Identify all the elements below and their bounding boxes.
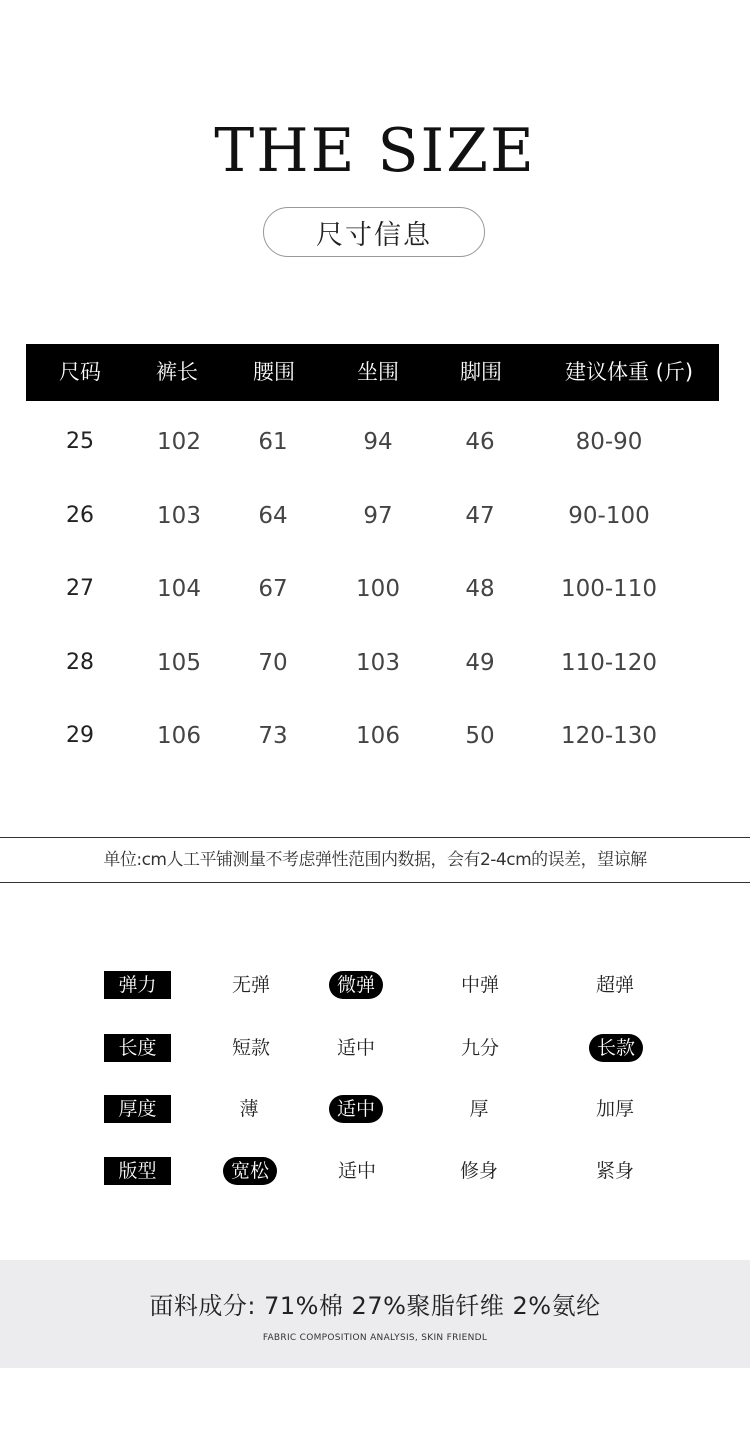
table-cell: 48: [465, 576, 495, 602]
table-row: [0, 716, 750, 756]
attribute-option: 九分: [460, 1037, 500, 1059]
table-cell: 110-120: [560, 650, 658, 676]
table-cell: 103: [356, 650, 400, 676]
table-cell: 100: [356, 576, 400, 602]
table-cell: 61: [258, 429, 288, 455]
table-row: [0, 569, 750, 609]
table-cell: 26: [66, 503, 94, 528]
table-cell: 28: [66, 650, 94, 675]
header-weight: 建议体重 (斤): [564, 360, 694, 384]
attribute-option-selected: 长款: [589, 1034, 643, 1062]
table-cell: 105: [157, 650, 201, 676]
attribute-option-selected: 适中: [329, 1095, 383, 1123]
attribute-label: 厚度: [104, 1095, 171, 1123]
table-cell: 97: [363, 503, 393, 529]
subtitle-label: 尺寸信息: [316, 219, 432, 251]
table-cell: 64: [258, 503, 288, 529]
table-cell: 46: [465, 429, 495, 455]
header-waist: 腰围: [253, 360, 295, 384]
table-cell: 67: [258, 576, 288, 602]
table-cell: 106: [157, 723, 201, 749]
attribute-option: 修身: [459, 1160, 499, 1182]
header-length: 裤长: [156, 360, 198, 384]
table-cell: 73: [258, 723, 288, 749]
table-cell: 29: [66, 723, 94, 748]
fabric-composition: 面料成分: 71%棉 27%聚脂钎维 2%氨纶: [149, 1292, 601, 1320]
subtitle-pill: [263, 207, 485, 257]
attribute-option: 无弹: [231, 974, 271, 996]
table-cell: 49: [465, 650, 495, 676]
table-cell: 47: [465, 503, 495, 529]
attribute-option-selected: 宽松: [223, 1157, 277, 1185]
table-cell: 120-130: [560, 723, 658, 749]
attribute-row-thickness: [0, 1095, 750, 1125]
attribute-option: 超弹: [595, 974, 635, 996]
attribute-option: 中弹: [460, 974, 500, 996]
header-size: 尺码: [59, 360, 101, 384]
attribute-label: 版型: [104, 1157, 171, 1185]
attribute-option: 紧身: [595, 1160, 635, 1182]
fabric-composition-band: [0, 1260, 750, 1368]
page-title: THE SIZE: [214, 116, 536, 186]
table-row: [0, 643, 750, 683]
attribute-option: 短款: [231, 1037, 271, 1059]
table-cell: 100-110: [560, 576, 658, 602]
divider: [0, 882, 750, 883]
attribute-option: 适中: [337, 1160, 377, 1182]
table-cell: 94: [363, 429, 393, 455]
table-cell: 80-90: [575, 429, 643, 455]
table-cell: 103: [157, 503, 201, 529]
attribute-row-length: [0, 1034, 750, 1064]
header-hem: 脚围: [460, 360, 502, 384]
table-cell: 27: [66, 576, 94, 601]
table-cell: 50: [465, 723, 495, 749]
attribute-option: 加厚: [595, 1098, 635, 1120]
measurement-note: 单位:cm人工平铺测量不考虑弹性范围内数据，会有2-4cm的误差，望谅解: [103, 850, 647, 870]
size-table-header: [26, 344, 719, 401]
attribute-option: 适中: [336, 1037, 376, 1059]
attribute-label: 弹力: [104, 971, 171, 999]
table-row: [0, 496, 750, 536]
fabric-caption: FABRIC COMPOSITION ANALYSIS, SKIN FRIENDL: [262, 1333, 488, 1343]
attribute-label: 长度: [104, 1034, 171, 1062]
table-cell: 104: [157, 576, 201, 602]
attribute-row-fit: [0, 1157, 750, 1187]
header-hip: 坐围: [357, 360, 399, 384]
table-cell: 90-100: [568, 503, 650, 529]
attribute-row-elasticity: [0, 971, 750, 1001]
table-cell: 25: [66, 429, 94, 454]
table-cell: 106: [356, 723, 400, 749]
attribute-option: 薄: [239, 1098, 259, 1120]
table-cell: 102: [157, 429, 201, 455]
table-row: [0, 422, 750, 462]
attribute-option-selected: 微弹: [329, 971, 383, 999]
attribute-option: 厚: [469, 1098, 489, 1120]
table-cell: 70: [258, 650, 288, 676]
